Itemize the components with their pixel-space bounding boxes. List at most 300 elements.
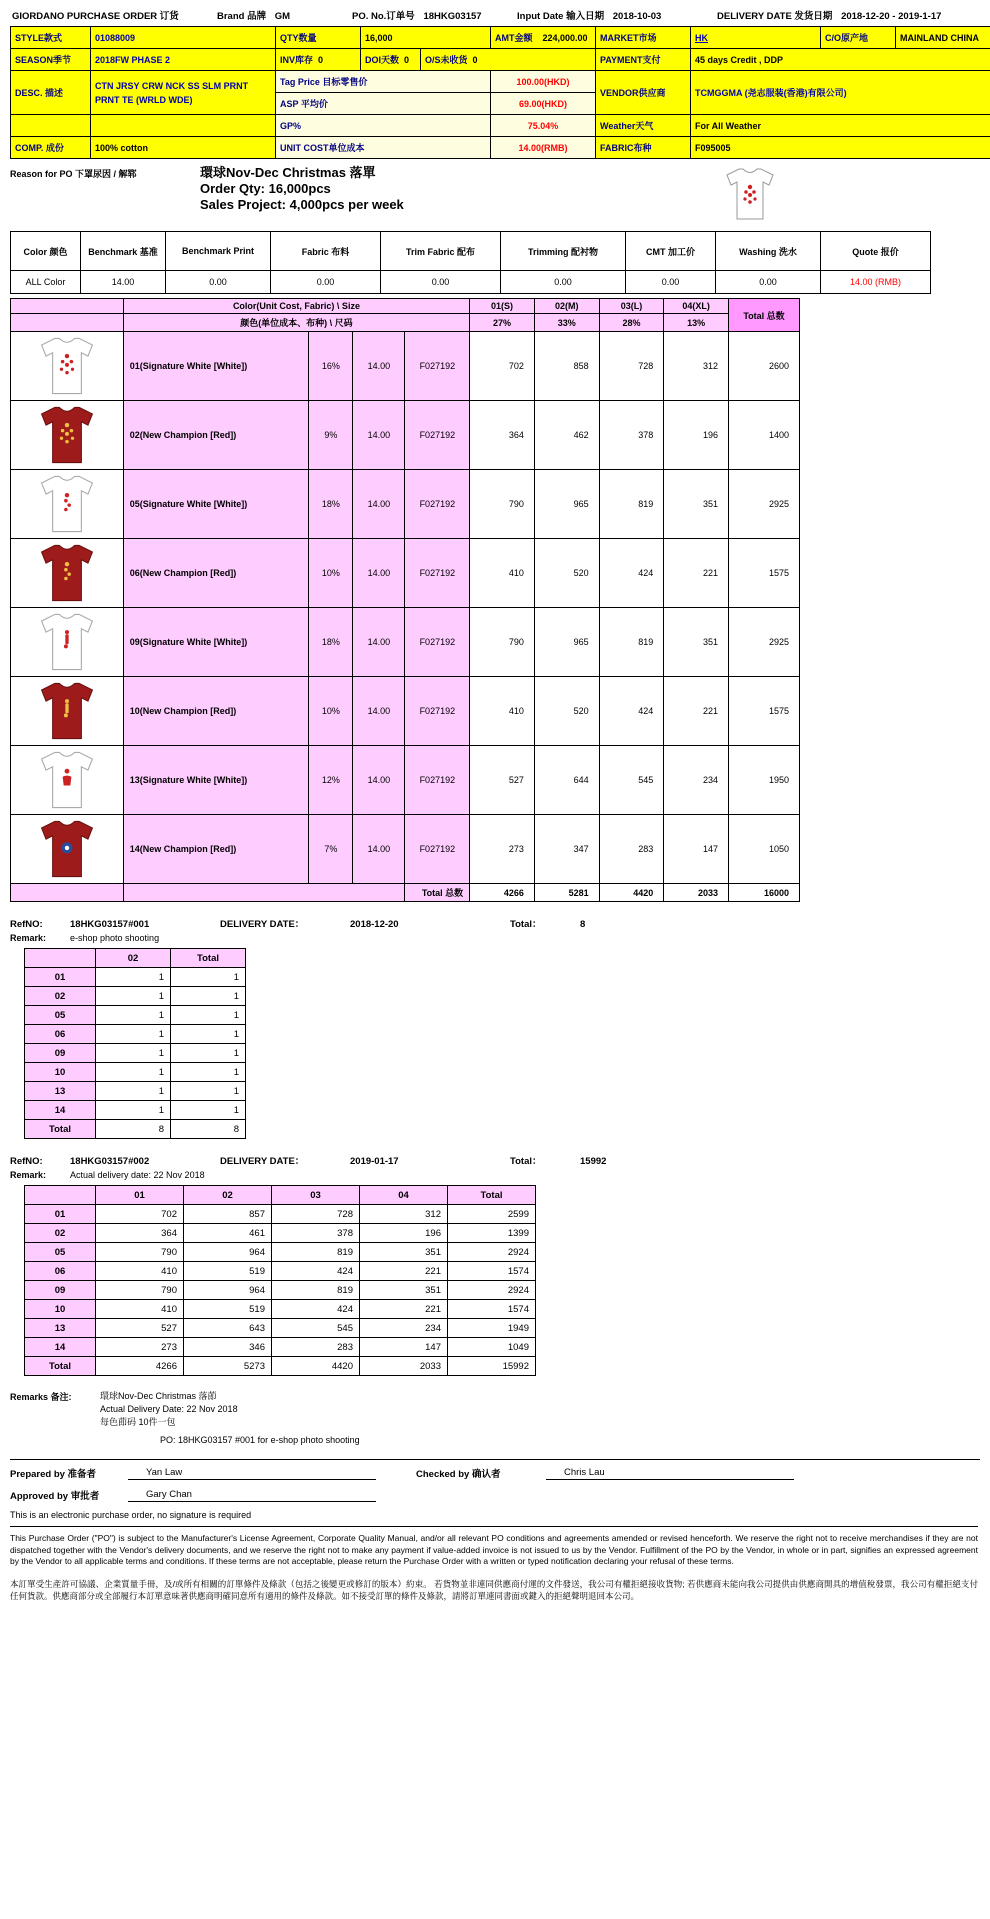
row-qty-m: 520 — [534, 539, 599, 608]
brand-label: Brand 品牌 — [217, 11, 267, 22]
size-header-03: 03(L) — [599, 299, 664, 314]
quote-row — [11, 271, 931, 294]
ref2-cell: 545 — [272, 1319, 360, 1338]
row-qty-s: 702 — [470, 332, 535, 401]
size-header-02: 02(M) — [534, 299, 599, 314]
tag-price-label: Tag Price 目标零售价 — [276, 71, 491, 93]
total-qty-total: 16000 — [729, 884, 800, 902]
size-header-01: 01(S) — [470, 299, 535, 314]
ref2-cell: 964 — [184, 1281, 272, 1300]
row-qty-total: 1575 — [729, 677, 800, 746]
gp-spacer2 — [91, 115, 276, 137]
remarks-line-3: 每色莭码 10件一包 — [100, 1417, 176, 1427]
row-cost: 14.00 — [353, 470, 405, 539]
brand-field — [217, 8, 352, 22]
row-qty-s: 790 — [470, 470, 535, 539]
row-thumbnail — [11, 608, 124, 677]
quote-header-fabric: Fabric 布料 — [271, 232, 381, 271]
qty-label: QTY数量 — [276, 27, 361, 49]
prepared-by-label: Prepared by 准备者 — [10, 1469, 97, 1480]
table-row — [25, 1338, 536, 1357]
row-qty-s: 790 — [470, 608, 535, 677]
table-row — [11, 332, 800, 401]
checked-by-value: Chris Lau — [546, 1467, 794, 1480]
quote-cell-color: ALL Color — [11, 271, 81, 294]
row-qty-s: 364 — [470, 401, 535, 470]
payment-value: 45 days Credit , DDP — [691, 49, 990, 71]
os-label: O/S未收货 0 — [421, 49, 596, 71]
table-row — [25, 1082, 246, 1101]
ref2-cell-total: 1574 — [448, 1300, 536, 1319]
ref1-total-value: 8 — [580, 919, 586, 930]
ref1-cell: 1 — [96, 987, 171, 1006]
row-cost: 14.00 — [353, 401, 405, 470]
quote-header-trimming: Trimming 配衬物 — [501, 232, 626, 271]
page-title: GIORDANO PURCHASE ORDER 订货 — [12, 11, 179, 22]
row-qty-m: 347 — [534, 815, 599, 884]
row-color-name: 09(Signature White [White]) — [123, 608, 309, 677]
ref1-cell: 1 — [96, 968, 171, 987]
ref2-cell: 424 — [272, 1300, 360, 1319]
ref2-cell-total: 2599 — [448, 1205, 536, 1224]
document-header — [10, 6, 980, 26]
row-pct: 12% — [309, 746, 353, 815]
ref2-cell: 312 — [360, 1205, 448, 1224]
fabric-value: F095005 — [691, 137, 990, 159]
ref2-cell: 527 — [96, 1319, 184, 1338]
row-pct: 10% — [309, 677, 353, 746]
ref1-refno-label: RefNO: — [10, 919, 43, 930]
ref2-refno-label: RefNO: — [10, 1156, 43, 1167]
ref1-header-row — [25, 949, 246, 968]
ref2-col-5: Total — [448, 1186, 536, 1205]
delivery-date-field — [717, 8, 980, 22]
reason-section — [10, 165, 980, 227]
asp-label: ASP 平均价 — [276, 93, 491, 115]
qty-value: 16,000 — [361, 27, 491, 49]
ref1-col-1: 02 — [96, 949, 171, 968]
quote-cell-quote: 14.00 (RMB) — [821, 271, 931, 294]
size-total-row — [11, 884, 800, 902]
ref1-cell: 1 — [96, 1063, 171, 1082]
os-value: 0 — [472, 55, 478, 65]
table-row — [25, 1101, 246, 1120]
table-row — [25, 1025, 246, 1044]
market-label: MARKET市场 — [596, 27, 691, 49]
row-qty-l: 545 — [599, 746, 664, 815]
size-header-colorlabel-cn: 颜色(单位成本、布种) \ 尺码 — [123, 314, 469, 332]
ref2-cell: 410 — [96, 1262, 184, 1281]
ref1-delivery-label: DELIVERY DATE： — [220, 919, 305, 930]
quote-header-cmt: CMT 加工价 — [626, 232, 716, 271]
row-qty-m: 965 — [534, 470, 599, 539]
remarks-label: Remarks 备注: — [10, 1392, 72, 1402]
size-pct-01: 27% — [470, 314, 535, 332]
size-header-blank-2 — [11, 314, 124, 332]
ref1-total-cell: 8 — [171, 1120, 246, 1139]
total-qty-s: 4266 — [470, 884, 535, 902]
ref1-remark — [10, 933, 980, 943]
season-value: 2018FW PHASE 2 — [91, 49, 276, 71]
legal-text-cn: 本訂單受生產許可協議、企業質量手冊，及/或所有相關的訂單條件及條款（包括之後變更或修訂的版本）約束。 若貨物並非連同供應商付運的文件發送，我公司有權拒絕接收貨物; 若供應商未能向我公司提供由供應商開具的增值稅發票，我公司有權拒絕支付任何貨款。供應商部分或全部履行本訂單意味著供應商明確同意所有適用的條件及條款。如不接受訂單的條件及條款，請將訂單連同書面或鍵入的拒絕聲明退回本公司。 — [10, 1578, 978, 1601]
ref1-cell-total: 1 — [171, 1063, 246, 1082]
tshirt-icon — [28, 610, 106, 674]
row-qty-m: 965 — [534, 608, 599, 677]
ref2-total-label: Total — [25, 1357, 96, 1376]
ref2-cell-total: 1399 — [448, 1224, 536, 1243]
row-cost: 14.00 — [353, 608, 405, 677]
row-qty-s: 273 — [470, 815, 535, 884]
quote-cell-cmt: 0.00 — [626, 271, 716, 294]
prepared-by-value: Yan Law — [128, 1467, 376, 1480]
ref2-cell: 346 — [184, 1338, 272, 1357]
quote-table — [10, 231, 931, 294]
legal-text-en: This Purchase Order ("PO") is subject to the Manufacturer's License Agreement, Corporate Quality Manual, and/or all relevant PO conditions and agreements amended or revised henceforth. We reserve the right not to receive merchandises if they are not dispatched together with the Vendor's delivery documents, and we reserve the right not to make any payment if value-added invoice is not issued to us by the Vendor. Fulfillment of the PO by the Vendor, in whole or in part, signifies an expressed agreement by the Vendor to all applicable terms and conditions. If these terms are not acceptable, please return the Purchase Order with a written or typed notification declaring your refusal of these terms. — [10, 1533, 978, 1566]
row-fabric: F027192 — [405, 401, 470, 470]
row-fabric: F027192 — [405, 746, 470, 815]
info-row-comp — [11, 137, 990, 159]
remarks-section — [10, 1390, 980, 1429]
remarks-po-note: PO: 18HKG03157 #001 for e-shop photo shooting — [160, 1435, 360, 1445]
ref2-cell: 196 — [360, 1224, 448, 1243]
row-pct: 18% — [309, 608, 353, 677]
tshirt-icon — [715, 165, 785, 223]
checked-by-label: Checked by 确认者 — [416, 1469, 501, 1480]
quote-cell-trimming: 0.00 — [501, 271, 626, 294]
style-label: STYLE款式 — [11, 27, 91, 49]
style-value: 01088009 — [91, 27, 276, 49]
ref2-total-cell: 4420 — [272, 1357, 360, 1376]
co-value: MAINLAND CHINA — [896, 27, 990, 49]
row-fabric: F027192 — [405, 470, 470, 539]
tshirt-icon — [28, 403, 106, 467]
table-row — [11, 815, 800, 884]
size-breakdown-table — [10, 298, 800, 902]
row-qty-s: 410 — [470, 539, 535, 608]
desc-line-2: PRNT TE (WRLD WDE) — [95, 94, 193, 105]
row-qty-l: 424 — [599, 539, 664, 608]
table-row — [25, 1006, 246, 1025]
tshirt-icon — [28, 334, 106, 398]
ref2-cell: 351 — [360, 1281, 448, 1300]
weather-value: For All Weather — [691, 115, 990, 137]
signature-note: This is an electronic purchase order, no signature is required — [10, 1510, 252, 1520]
row-fabric: F027192 — [405, 332, 470, 401]
row-cost: 14.00 — [353, 332, 405, 401]
tshirt-icon — [28, 472, 106, 536]
unit-cost-label: UNIT COST单位成本 — [276, 137, 491, 159]
ref1-cell: 1 — [96, 1025, 171, 1044]
row-qty-m: 858 — [534, 332, 599, 401]
brand-value: GM — [274, 11, 291, 22]
ref1-cell: 1 — [96, 1082, 171, 1101]
doi-label: DOI天数 0 — [361, 49, 421, 71]
ref2-cell: 519 — [184, 1300, 272, 1319]
size-header-colorlabel: Color(Unit Cost, Fabric) \ Size — [123, 299, 469, 314]
ref2-cell: 221 — [360, 1300, 448, 1319]
reason-line-1: 環球Nov-Dec Christmas 落單 — [200, 165, 376, 180]
desc-label: DESC. 描述 — [11, 71, 91, 115]
row-color-name: 10(New Champion [Red]) — [123, 677, 309, 746]
tshirt-icon — [28, 679, 106, 743]
ref2-col-2: 02 — [184, 1186, 272, 1205]
quote-header-trim-fabric: Trim Fabric 配布 — [381, 232, 501, 271]
ref2-cell: 351 — [360, 1243, 448, 1262]
row-color-name: 13(Signature White [White]) — [123, 746, 309, 815]
ref1-row-label: 05 — [25, 1006, 96, 1025]
amt-value: 224,000.00 — [542, 33, 588, 43]
ref2-cell: 234 — [360, 1319, 448, 1338]
inv-value: 0 — [318, 55, 324, 65]
reason-line-3: Sales Project: 4,000pcs per week — [200, 197, 404, 212]
row-qty-total: 1050 — [729, 815, 800, 884]
ref1-cell: 1 — [96, 1044, 171, 1063]
ref1-cell-total: 1 — [171, 1082, 246, 1101]
row-fabric: F027192 — [405, 677, 470, 746]
ref2-cell: 702 — [96, 1205, 184, 1224]
row-qty-total: 1400 — [729, 401, 800, 470]
ref2-total-cell: 15992 — [448, 1357, 536, 1376]
row-qty-xl: 351 — [664, 608, 729, 677]
weather-label: Weather天气 — [596, 115, 691, 137]
table-row — [25, 1205, 536, 1224]
remarks-line-2: Actual Delivery Date: 22 Nov 2018 — [100, 1404, 238, 1414]
ref1-col-0 — [25, 949, 96, 968]
ref2-cell: 221 — [360, 1262, 448, 1281]
quote-header-row — [11, 232, 931, 271]
total-spacer — [11, 884, 124, 902]
row-qty-total: 2600 — [729, 332, 800, 401]
inv-label: INV库存 0 — [276, 49, 361, 71]
ref2-total-value: 15992 — [580, 1156, 607, 1167]
row-thumbnail — [11, 815, 124, 884]
info-row-desc — [11, 71, 990, 93]
row-cost: 14.00 — [353, 677, 405, 746]
tag-price-value: 100.00(HKD) — [491, 71, 596, 93]
ref2-cell: 728 — [272, 1205, 360, 1224]
row-qty-m: 644 — [534, 746, 599, 815]
row-qty-l: 424 — [599, 677, 664, 746]
ref2-cell: 147 — [360, 1338, 448, 1357]
input-date-label: Input Date 输入日期 — [517, 11, 605, 22]
row-fabric: F027192 — [405, 608, 470, 677]
ref2-remark-value: Actual delivery date: 22 Nov 2018 — [70, 1170, 205, 1180]
row-thumbnail — [11, 677, 124, 746]
ref2-col-4: 04 — [360, 1186, 448, 1205]
quote-header-washing: Washing 洗水 — [716, 232, 821, 271]
ref1-row-label: 06 — [25, 1025, 96, 1044]
ref2-cell: 819 — [272, 1281, 360, 1300]
ref1-cell: 1 — [96, 1006, 171, 1025]
size-pct-04: 13% — [664, 314, 729, 332]
row-pct: 16% — [309, 332, 353, 401]
row-color-name: 14(New Champion [Red]) — [123, 815, 309, 884]
po-number-field — [352, 8, 517, 22]
ref1-header — [10, 916, 980, 930]
doi-value: 0 — [404, 55, 410, 65]
ref1-refno-value: 18HKG03157#001 — [70, 919, 150, 930]
ref2-cell: 273 — [96, 1338, 184, 1357]
signature-row-prepared — [10, 1466, 980, 1480]
ref1-remark-label: Remark: — [10, 933, 47, 943]
table-row — [25, 968, 246, 987]
season-label: SEASON季节 — [11, 49, 91, 71]
row-qty-l: 728 — [599, 332, 664, 401]
row-cost: 14.00 — [353, 539, 405, 608]
ref2-col-1: 01 — [96, 1186, 184, 1205]
comp-label: COMP. 成份 — [11, 137, 91, 159]
row-fabric: F027192 — [405, 539, 470, 608]
table-row — [25, 1319, 536, 1338]
table-row-total — [25, 1120, 246, 1139]
desc-line-1: CTN JRSY CRW NCK SS SLM PRNT — [95, 80, 249, 91]
row-qty-xl: 196 — [664, 401, 729, 470]
table-row — [25, 1044, 246, 1063]
row-pct: 18% — [309, 470, 353, 539]
table-row — [11, 539, 800, 608]
size-pct-02: 33% — [534, 314, 599, 332]
row-qty-total: 1575 — [729, 539, 800, 608]
ref2-row-label: 09 — [25, 1281, 96, 1300]
info-row-style — [11, 27, 990, 49]
ref1-total-cell: 8 — [96, 1120, 171, 1139]
signature-section — [10, 1459, 980, 1520]
reason-text — [200, 165, 404, 213]
desc-value — [91, 71, 276, 115]
ref1-cell-total: 1 — [171, 1006, 246, 1025]
table-row — [25, 1262, 536, 1281]
ref2-refno-value: 18HKG03157#002 — [70, 1156, 150, 1167]
ref1-cell-total: 1 — [171, 1025, 246, 1044]
ref2-cell-total: 2924 — [448, 1281, 536, 1300]
size-header-04: 04(XL) — [664, 299, 729, 314]
co-label: C/O原产地 — [821, 27, 896, 49]
row-pct: 10% — [309, 539, 353, 608]
tshirt-icon — [28, 748, 106, 812]
remarks-body — [100, 1390, 238, 1429]
reason-line-2: Order Qty: 16,000pcs — [200, 181, 331, 196]
ref2-cell: 461 — [184, 1224, 272, 1243]
size-header-row-1 — [11, 299, 800, 314]
ref2-cell: 283 — [272, 1338, 360, 1357]
ref2-remark-label: Remark: — [10, 1170, 47, 1180]
ref1-remark-value: e-shop photo shooting — [70, 933, 160, 943]
gp-spacer — [11, 115, 91, 137]
ref2-row-label: 05 — [25, 1243, 96, 1262]
quote-cell-benchmark-print: 0.00 — [166, 271, 271, 294]
size-pct-03: 28% — [599, 314, 664, 332]
row-qty-s: 527 — [470, 746, 535, 815]
row-thumbnail — [11, 401, 124, 470]
signature-row-approved — [10, 1488, 980, 1502]
gp-value: 75.04% — [491, 115, 596, 137]
row-pct: 7% — [309, 815, 353, 884]
table-row — [11, 401, 800, 470]
vendor-label: VENDOR供应商 — [596, 71, 691, 115]
row-qty-total: 1950 — [729, 746, 800, 815]
table-row — [11, 677, 800, 746]
reason-label: Reason for PO 下罩尿因 / 解郓 — [10, 169, 137, 179]
ref2-delivery-value: 2019-01-17 — [350, 1156, 399, 1167]
row-cost: 14.00 — [353, 746, 405, 815]
po-number-value: 18HKG03157 — [423, 11, 482, 22]
approved-by-label: Approved by 审批者 — [10, 1491, 100, 1502]
ref2-row-label: 14 — [25, 1338, 96, 1357]
table-row — [11, 470, 800, 539]
ref2-row-label: 06 — [25, 1262, 96, 1281]
row-qty-xl: 147 — [664, 815, 729, 884]
quote-cell-trim-fabric: 0.00 — [381, 271, 501, 294]
ref1-row-label: 13 — [25, 1082, 96, 1101]
amt-label: AMT金额 224,000.00 — [491, 27, 596, 49]
table-row — [11, 608, 800, 677]
ref1-cell-total: 1 — [171, 1044, 246, 1063]
ref1-row-label: 02 — [25, 987, 96, 1006]
size-header-row-2 — [11, 314, 800, 332]
tshirt-icon — [28, 817, 106, 881]
table-row — [25, 1224, 536, 1243]
ref2-cell: 857 — [184, 1205, 272, 1224]
row-qty-xl: 234 — [664, 746, 729, 815]
row-pct: 9% — [309, 401, 353, 470]
info-row-season — [11, 49, 990, 71]
ref2-header — [10, 1153, 980, 1167]
quote-cell-washing: 0.00 — [716, 271, 821, 294]
remarks-line-1: 環球Nov-Dec Christmas 落莭 — [100, 1391, 217, 1401]
tshirt-icon — [28, 541, 106, 605]
row-thumbnail — [11, 539, 124, 608]
market-value: HK — [691, 27, 821, 49]
ref2-total-cell: 4266 — [96, 1357, 184, 1376]
total-qty-xl: 2033 — [664, 884, 729, 902]
table-row — [25, 1243, 536, 1262]
quote-header-color: Color 颜色 — [11, 232, 81, 271]
ref2-row-label: 10 — [25, 1300, 96, 1319]
row-cost: 14.00 — [353, 815, 405, 884]
total-qty-m: 5281 — [534, 884, 599, 902]
row-qty-xl: 351 — [664, 470, 729, 539]
ref2-row-label: 02 — [25, 1224, 96, 1243]
input-date-field — [517, 8, 717, 22]
row-qty-xl: 221 — [664, 677, 729, 746]
ref2-col-3: 03 — [272, 1186, 360, 1205]
row-qty-m: 462 — [534, 401, 599, 470]
vendor-value: TCMGGMA (尧志服装(香港)有限公司) — [691, 71, 990, 115]
ref1-delivery-value: 2018-12-20 — [350, 919, 399, 930]
size-header-total: Total 总数 — [729, 299, 800, 332]
ref2-cell: 790 — [96, 1281, 184, 1300]
row-thumbnail — [11, 746, 124, 815]
ref2-cell-total: 1949 — [448, 1319, 536, 1338]
row-qty-l: 283 — [599, 815, 664, 884]
table-row — [25, 987, 246, 1006]
asp-value: 69.00(HKD) — [491, 93, 596, 115]
quote-cell-fabric: 0.00 — [271, 271, 381, 294]
ref2-cell: 410 — [96, 1300, 184, 1319]
ref2-cell: 364 — [96, 1224, 184, 1243]
po-number-label: PO. No.订单号 — [352, 11, 415, 22]
ref2-row-label: 13 — [25, 1319, 96, 1338]
ref2-table — [24, 1185, 536, 1376]
row-qty-xl: 221 — [664, 539, 729, 608]
ref2-cell: 424 — [272, 1262, 360, 1281]
delivery-date-label: DELIVERY DATE 发货日期 — [717, 11, 833, 22]
row-fabric: F027192 — [405, 815, 470, 884]
ref1-cell-total: 1 — [171, 968, 246, 987]
quote-header-quote: Quote 报价 — [821, 232, 931, 271]
ref2-col-0 — [25, 1186, 96, 1205]
ref2-cell: 378 — [272, 1224, 360, 1243]
